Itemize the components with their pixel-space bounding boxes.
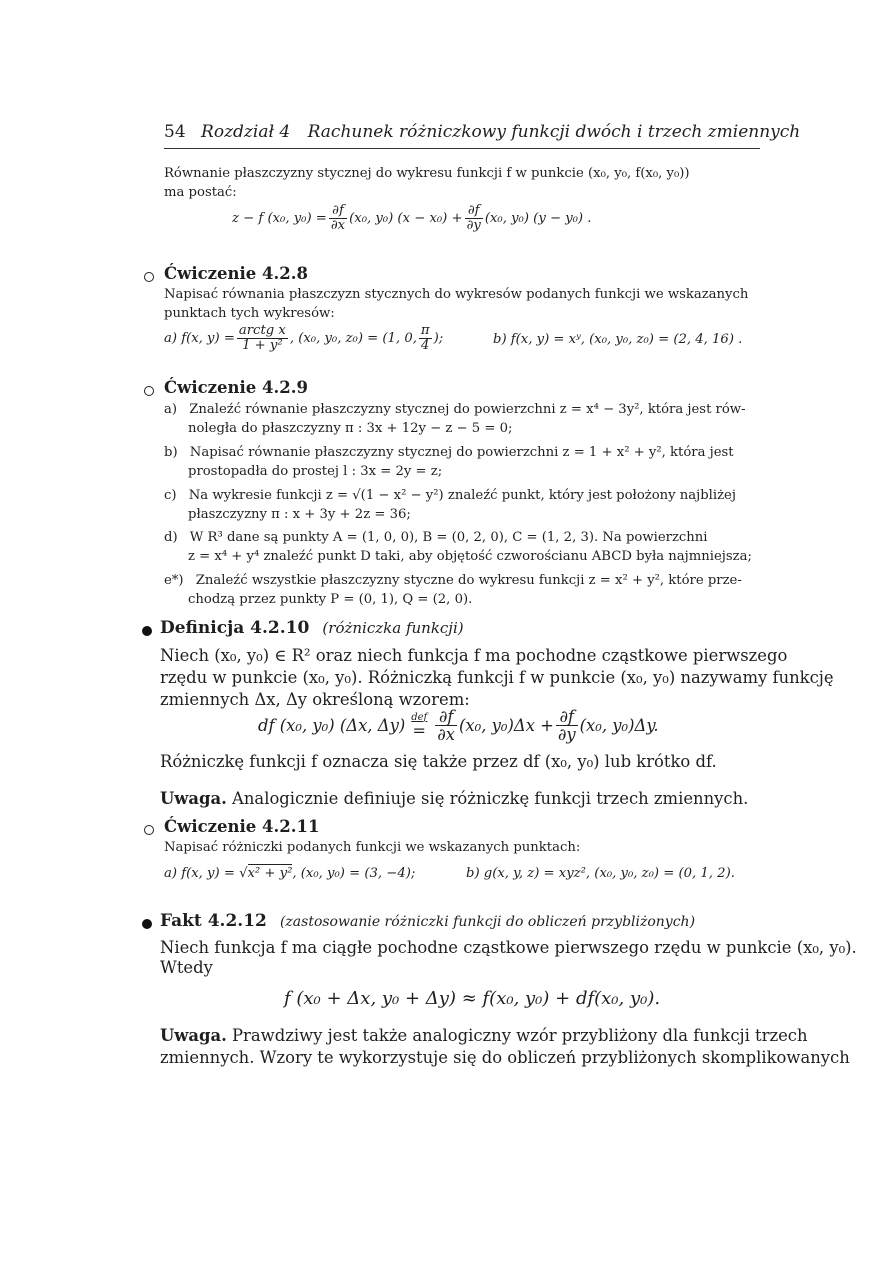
definition-subtitle: (różniczka funkcji) [322,619,464,637]
remark-text: Prawdziwy jest także analogiczny wzór przybliżony dla funkcji trzech [232,1026,808,1045]
formula-right: (x₀, y₀) (y − y₀) . [484,210,592,226]
fact-subtitle: (zastosowanie różniczki funkcji do obliczeń przybliżonych) [279,914,696,930]
open-bullet-icon [144,272,154,282]
partial-f-2: ∂f [556,708,578,726]
pi-numerator: π [420,323,430,338]
item-label: c) [164,488,177,503]
partial-x: ∂x [437,725,455,745]
remark-label: Uwaga. [160,1026,227,1045]
exercise-429-item-a [164,400,746,419]
pi-denominator: 4 [421,337,430,353]
filled-bullet-icon [142,919,152,929]
item-a-label: a) f(x, y) = [164,866,235,881]
intro-line-1: Równanie płaszczyzny stycznej do wykresu funkcji f w punkcie (x₀, y₀, f(x₀, y₀)) [164,166,690,181]
running-header [164,122,801,149]
item-label: a) [164,402,178,417]
sqrt-content: x² + y² [247,866,293,881]
fact-line-2: Wtedy [160,958,213,977]
arctg-numerator: arctg x [238,323,286,338]
exercise-4211-text: Napisać różniczki podanych funkcji we wskazanych punktach: [164,840,581,855]
fact-4212-heading [160,911,695,931]
exercise-429-item-c-cont: płaszczyzny π : x + 3y + 2z = 36; [188,507,411,522]
formula-left: df (x₀, y₀) (Δx, Δy) [258,716,406,736]
chapter-title: Rachunek różniczkowy funkcji dwóch i trzech zmiennych [307,122,801,142]
remark-2-line-1 [160,1026,808,1045]
open-bullet-icon [144,825,154,835]
exercise-428-item-b: b) f(x, y) = xʸ, (x₀, y₀, z₀) = (2, 4, 16) . [493,332,743,347]
item-a-label: a) f(x, y) = [164,330,235,346]
partial-f: ∂f [435,708,457,726]
exercise-429-item-a-cont: noległa do płaszczyzny π : 3x + 12y − z − 5 = 0; [188,421,513,436]
intro-line-2: ma postać: [164,185,237,200]
exercise-4211-title: Ćwiczenie 4.2.11 [164,817,320,836]
formula-mid: (x₀, y₀)Δx + [459,716,554,736]
formula-mid: (x₀, y₀) (x − x₀) + [349,210,463,226]
exercise-428-title: Ćwiczenie 4.2.8 [164,264,308,283]
partial-y: ∂y [557,725,576,745]
exercise-429-item-c [164,486,736,505]
exercise-428-text-1: Napisać równania płaszczyzn stycznych do wykresów podanych funkcji we wskazanych [164,287,749,302]
remark-2-line-2: zmiennych. Wzory te wykorzystuje się do obliczeń przybliżonych skomplikowanych [160,1048,850,1067]
exercise-428-text-2: punktach tych wykresów: [164,306,335,321]
partial-x: ∂x [330,217,346,233]
item-label: b) [164,445,178,460]
definition-line-3: zmiennych Δx, Δy określoną wzorem: [160,690,470,709]
item-a-rest: , (x₀, y₀) = (3, −4); [292,866,416,881]
differential-formula: df (x₀, y₀) (Δx, Δy) def = $\frac{\partial f}{\partial x}$ (x₀, y₀)Δx + $\frac{\partial f}{\partial y}$ (x₀, y₀)Δy. [258,707,659,745]
remark-1 [160,789,748,808]
approximation-formula: f (x₀ + Δx, y₀ + Δy) ≈ f(x₀, y₀) + df(x₀, y₀). [284,988,661,1009]
fact-line-1: Niech funkcja f ma ciągłe pochodne cząstkowe pierwszego rzędu w punkcie (x₀, y₀). [160,938,857,957]
exercise-429-item-b [164,443,734,462]
item-line-1: Napisać równanie płaszczyzny stycznej do powierzchni z = 1 + x² + y², która jest [189,445,734,460]
item-a-point: , (x₀, y₀, z₀) = (1, 0, [289,330,417,346]
definition-4210-heading [160,618,464,638]
exercise-429-item-e [164,571,742,590]
formula-right: (x₀, y₀)Δy. [579,716,659,736]
definition-line-4: Różniczkę funkcji f oznacza się także przez df (x₀, y₀) lub krótko df. [160,752,717,771]
item-label: d) [164,530,178,545]
item-label: e*) [164,573,184,588]
exercise-4211-item-a: a) f(x, y) = √x² + y², (x₀, y₀) = (3, −4); [164,866,416,881]
exercise-429-item-d-cont: z = x⁴ + y⁴ znaleźć punkt D taki, aby objętość czworościanu ABCD była najmniejsza; [188,549,752,564]
exercise-4211-item-b: b) g(x, y, z) = xyz², (x₀, y₀, z₀) = (0, 1, 2). [466,866,735,881]
def-label: def [411,711,428,723]
remark-label: Uwaga. [160,789,227,808]
formula-left: z − f (x₀, y₀) = [232,210,327,226]
item-line-1: W R³ dane są punkty A = (1, 0, 0), B = (0, 2, 0), C = (1, 2, 3). Na powierzchni [189,530,708,545]
open-bullet-icon [144,386,154,396]
fact-title: Fakt 4.2.12 [160,911,267,931]
partial-f: ∂f [329,204,347,219]
page-number: 54 [164,122,186,142]
filled-bullet-icon [142,626,152,636]
definition-title: Definicja 4.2.10 [160,618,310,638]
arctg-denominator: 1 + y² [242,337,283,353]
exercise-429-title: Ćwiczenie 4.2.9 [164,378,308,397]
item-line-1: Znaleźć wszystkie płaszczyzny styczne do wykresu funkcji z = x² + y², które prze- [195,573,742,588]
partial-y: ∂y [466,217,481,233]
item-line-1: Znaleźć równanie płaszczyzny stycznej do powierzchni z = x⁴ − 3y², która jest rów- [189,402,746,417]
definition-line-1: Niech (x₀, y₀) ∈ R² oraz niech funkcja f ma pochodne cząstkowe pierwszego [160,646,788,665]
partial-f-2: ∂f [465,204,483,219]
item-line-1: Na wykresie funkcji z = √(1 − x² − y²) znaleźć punkt, który jest położony najbliżej [188,488,736,503]
tangent-plane-formula [232,204,591,233]
chapter-label: Rozdział 4 [201,122,291,142]
exercise-429-item-d [164,528,708,547]
item-a-end: ); [433,330,444,346]
remark-text: Analogicznie definiuje się różniczkę funkcji trzech zmiennych. [232,789,749,808]
exercise-429-item-e-cont: chodzą przez punkty P = (0, 1), Q = (2, 0). [188,592,473,607]
exercise-428-item-a [164,324,443,353]
definition-line-2: rzędu w punkcie (x₀, y₀). Różniczką funkcji f w punkcie (x₀, y₀) nazywamy funkcję [160,668,834,687]
exercise-429-item-b-cont: prostopadła do prostej l : 3x = 2y = z; [188,464,443,479]
